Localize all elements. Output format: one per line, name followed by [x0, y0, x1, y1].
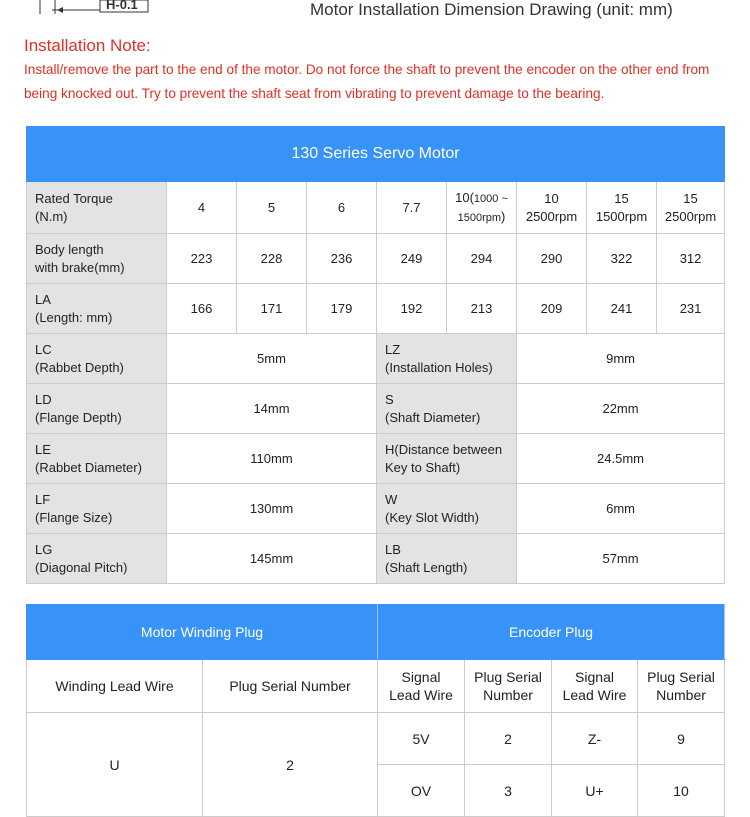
rated-torque-value: 5 [237, 182, 307, 234]
plug-wiring-table [26, 604, 725, 817]
table-row [27, 334, 725, 384]
dimension-value: 9mm [517, 334, 725, 384]
winding-plug-title: Motor Winding Plug [27, 605, 378, 660]
rated-torque-value: 15 2500rpm [657, 182, 725, 234]
table-row [27, 182, 725, 234]
table-row [27, 434, 725, 484]
dimension-label: LE (Rabbet Diameter) [27, 434, 167, 484]
body-length-value: 312 [657, 234, 725, 284]
installation-note-text: Install/remove the part to the end of the motor. Do not force the shaft to prevent the encoder on the other end from being knocked out. Try to prevent the shaft seat from vibrating to prevent damage to the bearing. [24, 62, 710, 101]
table-row [27, 384, 725, 434]
la-value: 179 [307, 284, 377, 334]
body-length-value: 236 [307, 234, 377, 284]
la-label: LA (Length: mm) [27, 284, 167, 334]
la-value: 213 [447, 284, 517, 334]
rated-torque-value: 15 1500rpm [587, 182, 657, 234]
encoder-plug-title: Encoder Plug [378, 605, 725, 660]
body-length-value: 223 [167, 234, 237, 284]
signal-cell: 5V [378, 713, 465, 765]
installation-note-title: Installation Note: [24, 36, 151, 55]
rated-torque-value: 10 2500rpm [517, 182, 587, 234]
dimension-label: W (Key Slot Width) [377, 484, 517, 534]
table-row [27, 234, 725, 284]
rated-torque-value: 4 [167, 182, 237, 234]
dimension-value: 145mm [167, 534, 377, 584]
dimension-label: LG (Diagonal Pitch) [27, 534, 167, 584]
winding-serial-cell: 2 [203, 713, 378, 817]
table-row [27, 660, 725, 713]
dimension-label: LB (Shaft Length) [377, 534, 517, 584]
la-value: 231 [657, 284, 725, 334]
column-header: Signal Lead Wire [378, 660, 465, 713]
signal-cell: OV [378, 765, 465, 817]
dimension-value: 110mm [167, 434, 377, 484]
dimension-value: 24.5mm [517, 434, 725, 484]
dimension-label: LC (Rabbet Depth) [27, 334, 167, 384]
la-value: 209 [517, 284, 587, 334]
rated-torque-value: 10(1000 ~ 1500rpm) [447, 182, 517, 234]
rated-torque-value: 6 [307, 182, 377, 234]
dimension-value: 57mm [517, 534, 725, 584]
column-header: Signal Lead Wire [552, 660, 638, 713]
column-header: Plug Serial Number [638, 660, 725, 713]
la-value: 166 [167, 284, 237, 334]
signal-cell: U+ [552, 765, 638, 817]
serial-cell: 9 [638, 713, 725, 765]
rated-torque-value: 7.7 [377, 182, 447, 234]
spec-table-title: 130 Series Servo Motor [27, 127, 725, 182]
dimension-value: 130mm [167, 484, 377, 534]
body-length-value: 290 [517, 234, 587, 284]
dimension-label: LF (Flange Size) [27, 484, 167, 534]
rated-torque-label: Rated Torque (N.m) [27, 182, 167, 234]
body-length-label: Body length with brake(mm) [27, 234, 167, 284]
la-value: 171 [237, 284, 307, 334]
winding-wire-cell: U [27, 713, 203, 817]
serial-cell: 10 [638, 765, 725, 817]
dimension-mark: H-0.1 [106, 0, 138, 12]
body-length-value: 249 [377, 234, 447, 284]
column-header: Plug Serial Number [465, 660, 552, 713]
table-row [27, 484, 725, 534]
body-length-value: 228 [237, 234, 307, 284]
table-row [27, 284, 725, 334]
la-value: 241 [587, 284, 657, 334]
servo-motor-spec-table [26, 126, 725, 584]
dimension-value: 14mm [167, 384, 377, 434]
dimension-label: H(Distance between Key to Shaft) [377, 434, 517, 484]
dimension-drawing-fragment [0, 0, 200, 18]
dimension-label: S (Shaft Diameter) [377, 384, 517, 434]
dimension-label: LD (Flange Depth) [27, 384, 167, 434]
la-value: 192 [377, 284, 447, 334]
table-row [27, 713, 725, 765]
signal-cell: Z- [552, 713, 638, 765]
body-length-value: 294 [447, 234, 517, 284]
body-length-value: 322 [587, 234, 657, 284]
dimension-value: 6mm [517, 484, 725, 534]
dimension-label: LZ (Installation Holes) [377, 334, 517, 384]
serial-cell: 2 [465, 713, 552, 765]
column-header: Plug Serial Number [203, 660, 378, 713]
serial-cell: 3 [465, 765, 552, 817]
dimension-value: 5mm [167, 334, 377, 384]
drawing-caption: Motor Installation Dimension Drawing (unit: mm) [310, 0, 673, 19]
column-header: Winding Lead Wire [27, 660, 203, 713]
dimension-value: 22mm [517, 384, 725, 434]
table-row [27, 534, 725, 584]
